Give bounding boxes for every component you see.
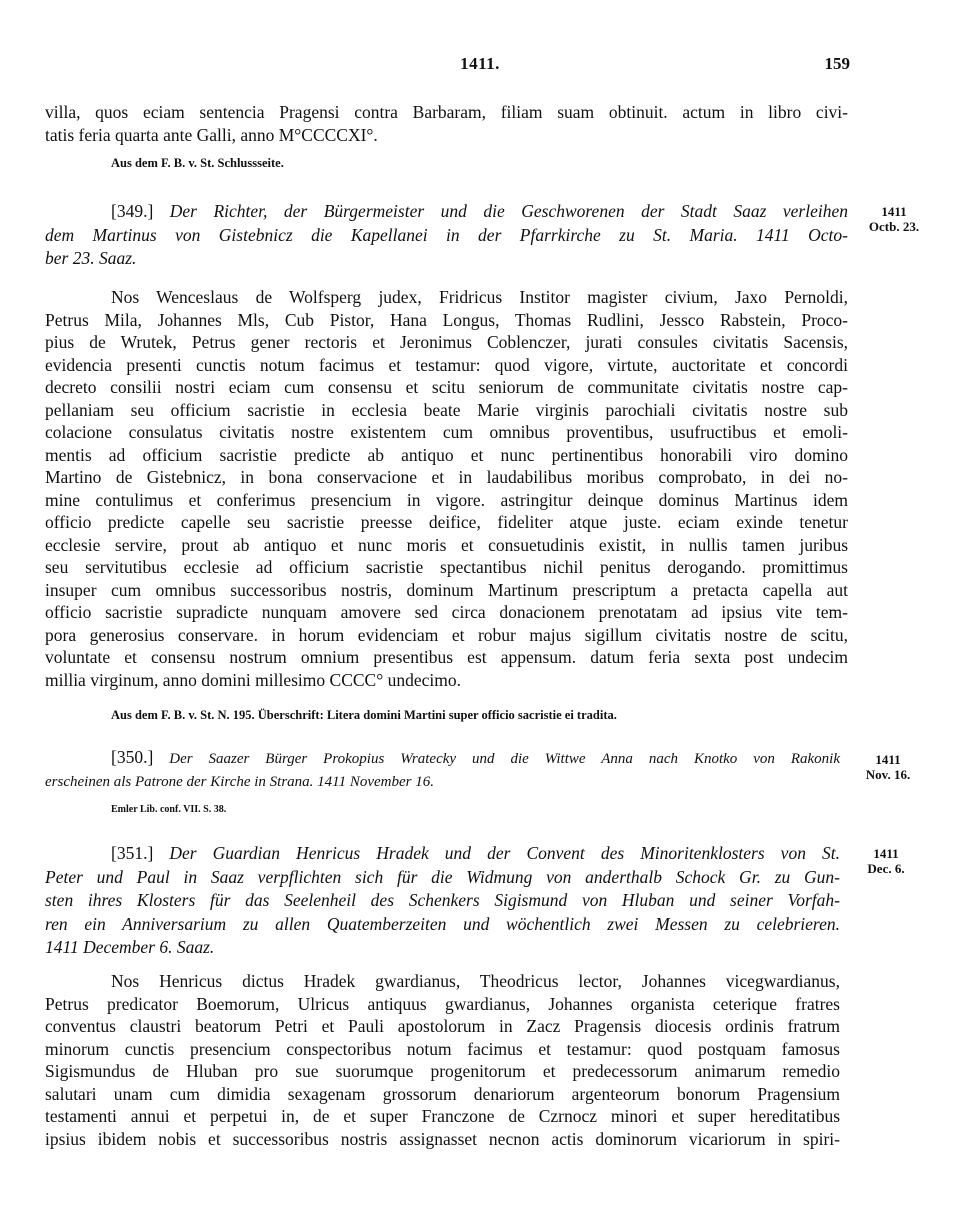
- text-line: Petrus Mila, Johannes Mls, Cub Pistor, Hana Longus, Thomas Rudlini, Jessco Rabstein, Proco-: [45, 309, 848, 330]
- doc351-margin-date: [858, 846, 914, 876]
- regest-line: Der Saazer Bürger Prokopius Wratecky und die Wittwe Anna nach Knotko von Rakonik: [153, 751, 840, 767]
- doc349-margin-date: [866, 204, 922, 234]
- doc350-regest: [45, 746, 840, 794]
- text-line: Sigismundus de Hluban pro sue suorumque progenitorum et predecessorum animarum remedio: [45, 1061, 840, 1081]
- text-line: mine contulimus et conferimus presencium in vigore. astringitur deinque dominus Martinus idem: [45, 489, 848, 510]
- doc351-number: [351.]: [111, 843, 154, 863]
- intro-paragraph: [45, 101, 848, 146]
- text-line: salutari unam cum dimidia sexagenam grossorum denariorum argenteorum bonorum Pragensium: [45, 1083, 840, 1104]
- text-line: millia virginum, anno domini millesimo CCCC° undecimo.: [45, 669, 461, 690]
- regest-line: Der Richter, der Bürgermeister und die Geschworenen der Stadt Saaz verleihen: [153, 201, 848, 221]
- doc349-regest: [45, 200, 848, 271]
- text-line: insuper cum omnibus successoribus nostris, dominum Martinum prescriptum a pretacta capella aut: [45, 579, 848, 600]
- regest-line: Der Guardian Henricus Hradek und der Convent des Minoritenklosters von St.: [153, 843, 840, 863]
- margin-year: 1411: [875, 752, 901, 767]
- regest-line: sten ihres Klosters für das Seelenheil des Schenkers Sigismund von Hluban und seiner Vorfah-: [45, 890, 840, 910]
- text-line: voluntate et consensu nostrum omnium presentibus est appensum. datum feria sexta post undecim: [45, 647, 848, 667]
- text-line: villa, quos eciam sentencia Pragensi contra Barbaram, filiam suam obtinuit. actum in libro civi-: [45, 102, 848, 122]
- text-line: evidencia presenti cunctis notum facimus et testamur: quod vigore, virtute, auctoritate et concordi: [45, 354, 848, 375]
- text-line: decreto consilii nostri eciam cum consensu et scitu seniorum de communitate civitatis nostre cap-: [45, 377, 848, 397]
- text-line: minorum cunctis presencium conspectoribus notum facimus et testamur: quod postquam famosus: [45, 1038, 840, 1059]
- regest-line: ren ein Anniversarium zu allen Quatemberzeiten und wöchentlich zwei Messen zu celebrieren.: [45, 913, 840, 934]
- regest-line: Peter und Paul in Saaz verpflichten sich für die Widmung von anderthalb Schock Gr. zu Gun-: [45, 866, 840, 887]
- text-line: colacione consulatus civitatis nostre existentem cum omnibus proventibus, usufructibus et emoli-: [45, 422, 848, 442]
- text-line: tatis feria quarta ante Galli, anno M°CCCCXI°.: [45, 124, 378, 145]
- text-line: conventus claustri beatorum Petri et Pauli apostolorum in Zacz Pragensis diocesis ordinis fratrum: [45, 1016, 840, 1036]
- regest-line: erscheinen als Patrone der Kirche in Strana. 1411 November 16.: [45, 774, 434, 790]
- regest-line: dem Martinus von Gistebnicz die Kapellanei in der Pfarrkirche zu St. Maria. 1411 Octo-: [45, 224, 848, 245]
- text-line: officio predicte capelle seu sacristie preesse deifice, fideliter atque juste. eciam exinde tenetur: [45, 512, 848, 532]
- margin-day: Nov. 16.: [865, 767, 911, 782]
- doc349-source-note: Aus dem F. B. v. St. N. 195. Überschrift: Litera domini Martini super officio sacristie ei tradita.: [111, 708, 617, 722]
- text-line: mentis ad officium sacristie predicte ab antiquo et nunc pertinentibus honorabili viro domino: [45, 444, 848, 465]
- text-line: Petrus predicator Boemorum, Ulricus antiquus gwardianus, Johannes organista ceterique fratres: [45, 993, 840, 1014]
- doc350-source-note: Emler Lib. conf. VII. S. 38.: [111, 804, 227, 815]
- text-line: pius de Wrutek, Petrus gener rectoris et Jeronimus Coblenczer, jurati consules civitatis Sacensis,: [45, 332, 848, 352]
- margin-year: 1411: [873, 846, 899, 861]
- doc351-text: [45, 970, 840, 1150]
- text-line: Nos Henricus dictus Hradek gwardianus, Theodricus lector, Johannes vicegwardianus,: [111, 971, 840, 991]
- intro-source-note: Aus dem F. B. v. St. Schlussseite.: [111, 156, 284, 170]
- text-line: officio sacristie supradicte nunquam amovere sed circa donacionem prenotatam ad ipsius vite tem-: [45, 602, 848, 622]
- margin-day: Dec. 6.: [867, 861, 905, 876]
- regest-line: ber 23. Saaz.: [45, 248, 137, 268]
- text-line: testamenti annui et perpetui in, de et super Franczone de Czrnocz minori et super hereditatibus: [45, 1106, 840, 1126]
- text-line: Martino de Gistebnicz, in bona conservacione et in laudabilibus moribus comprobato, in dei no-: [45, 467, 848, 487]
- doc350-margin-date: [860, 752, 916, 782]
- text-line: seu servitutibus ecclesie ad officium sacristie spectantibus nichil penitus derogando. promittimus: [45, 557, 848, 577]
- page-number: 159: [824, 54, 850, 73]
- text-line: ipsius ibidem nobis et successoribus nostris assignasset necnon actis dominorum vicariorum in spiri-: [45, 1128, 840, 1149]
- running-head-year: 1411.: [460, 54, 500, 73]
- regest-line: 1411 December 6. Saaz.: [45, 937, 215, 957]
- text-line: pellaniam seu officium sacristie in ecclesia beate Marie virginis parochiali civitatis nostre sub: [45, 399, 848, 420]
- text-line: pora generosius conservare. in horum evidenciam et robur majus sigillum civitatis nostre de scitu,: [45, 624, 848, 645]
- text-line: ecclesie servire, prout ab antiquo et nunc moris et consuetudinis existit, in nullis tamen juribus: [45, 534, 848, 555]
- doc349-text: [45, 286, 848, 691]
- text-line: Nos Wenceslaus de Wolfsperg judex, Fridricus Institor magister civium, Jaxo Pernoldi,: [111, 287, 848, 307]
- doc350-number: [350.]: [111, 747, 154, 767]
- doc351-regest: [45, 842, 840, 960]
- margin-year: 1411: [881, 204, 907, 219]
- doc349-number: [349.]: [111, 201, 154, 221]
- margin-day: Octb. 23.: [868, 219, 920, 234]
